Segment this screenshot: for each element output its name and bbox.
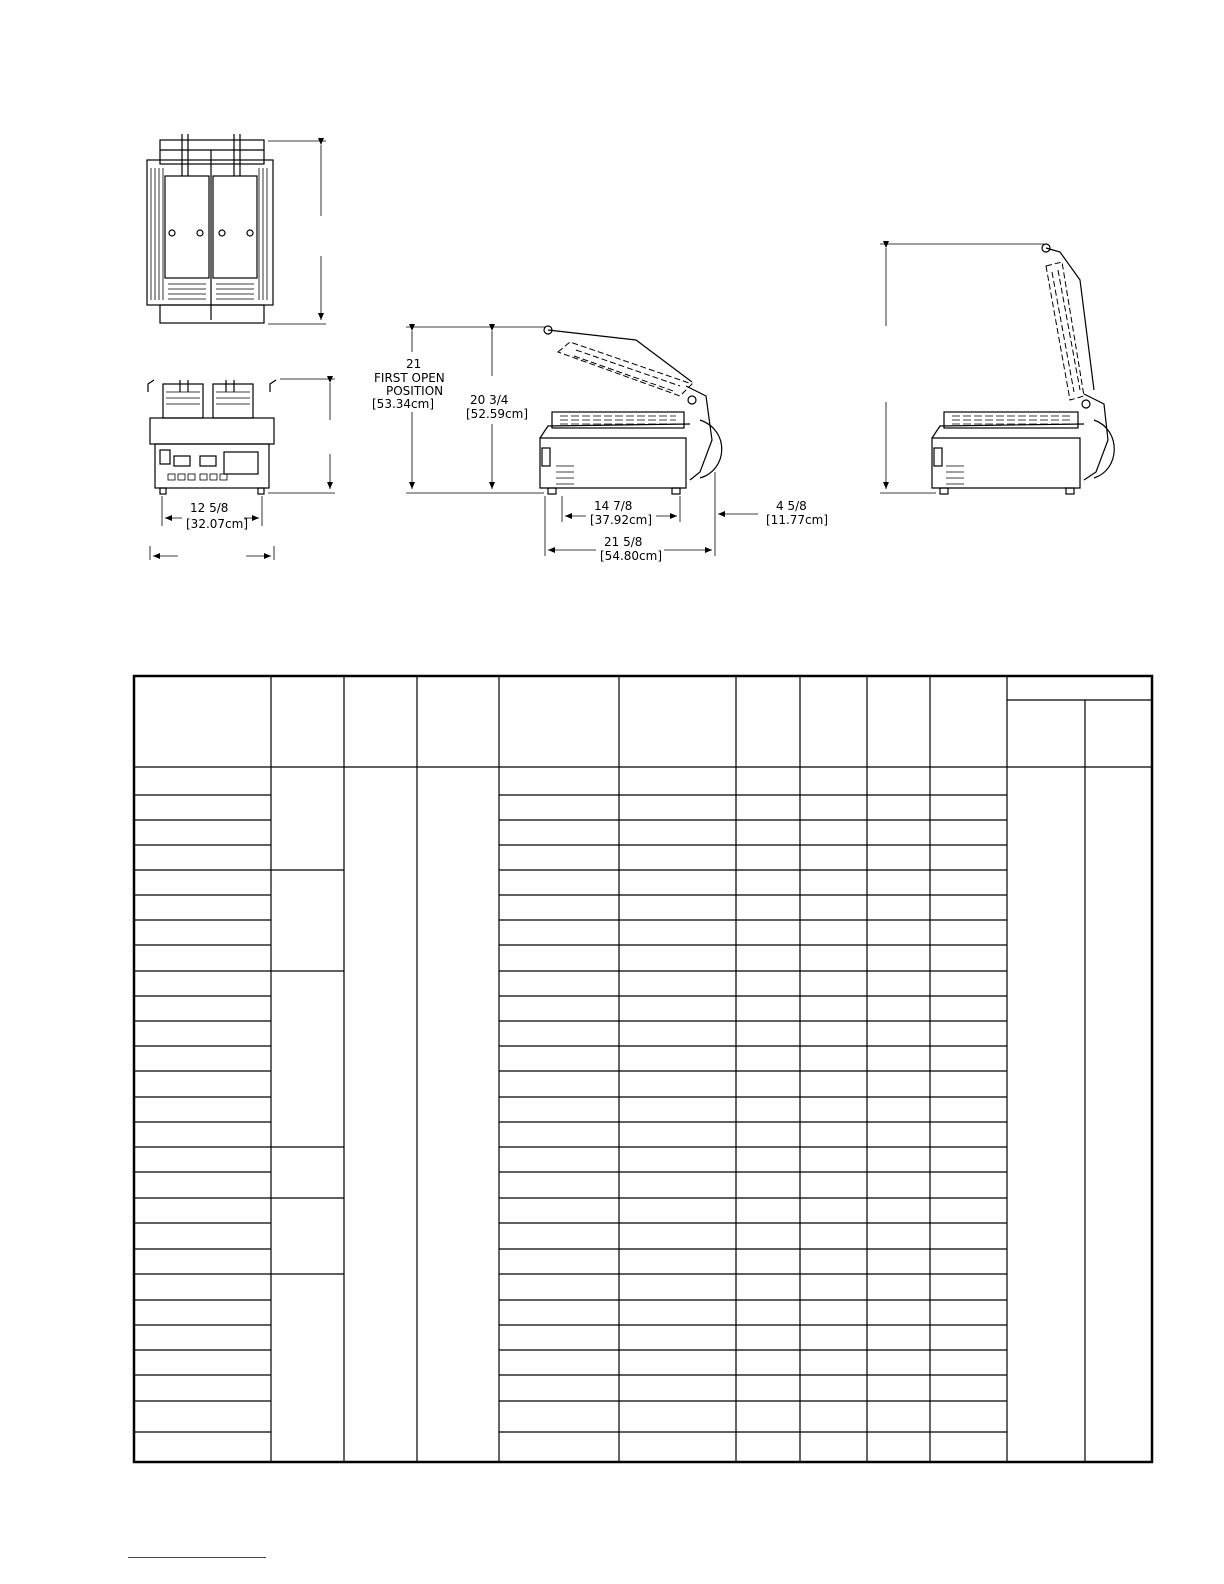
- table-rows: [134, 795, 1007, 1432]
- closed-height-metric: [52.59cm]: [466, 407, 529, 421]
- overall-depth-metric: [54.80cm]: [600, 549, 663, 563]
- foot-span: 14 7/8: [594, 499, 633, 513]
- top-view: [147, 134, 326, 324]
- rear-clearance-metric: [11.77cm]: [766, 513, 829, 527]
- technical-drawing: [0, 0, 1224, 640]
- front-width-metric: [32.07cm]: [186, 517, 249, 531]
- first-open-label-1: FIRST OPEN: [374, 371, 445, 385]
- closed-height: 20 3/4: [470, 393, 509, 407]
- first-open-height: 21: [406, 357, 422, 371]
- overall-depth: 21 5/8: [604, 535, 643, 549]
- front-view: [148, 379, 335, 560]
- front-width-dim: 12 5/8: [190, 501, 229, 515]
- footer-rule: [128, 1557, 266, 1558]
- foot-span-metric: [37.92cm]: [590, 513, 653, 527]
- rear-clearance: 4 5/8: [776, 499, 807, 513]
- side-view-open: [406, 326, 758, 556]
- first-open-label-2: POSITION: [386, 384, 444, 398]
- first-open-metric: [53.34cm]: [372, 397, 435, 411]
- side-view-full-open: [880, 244, 1114, 494]
